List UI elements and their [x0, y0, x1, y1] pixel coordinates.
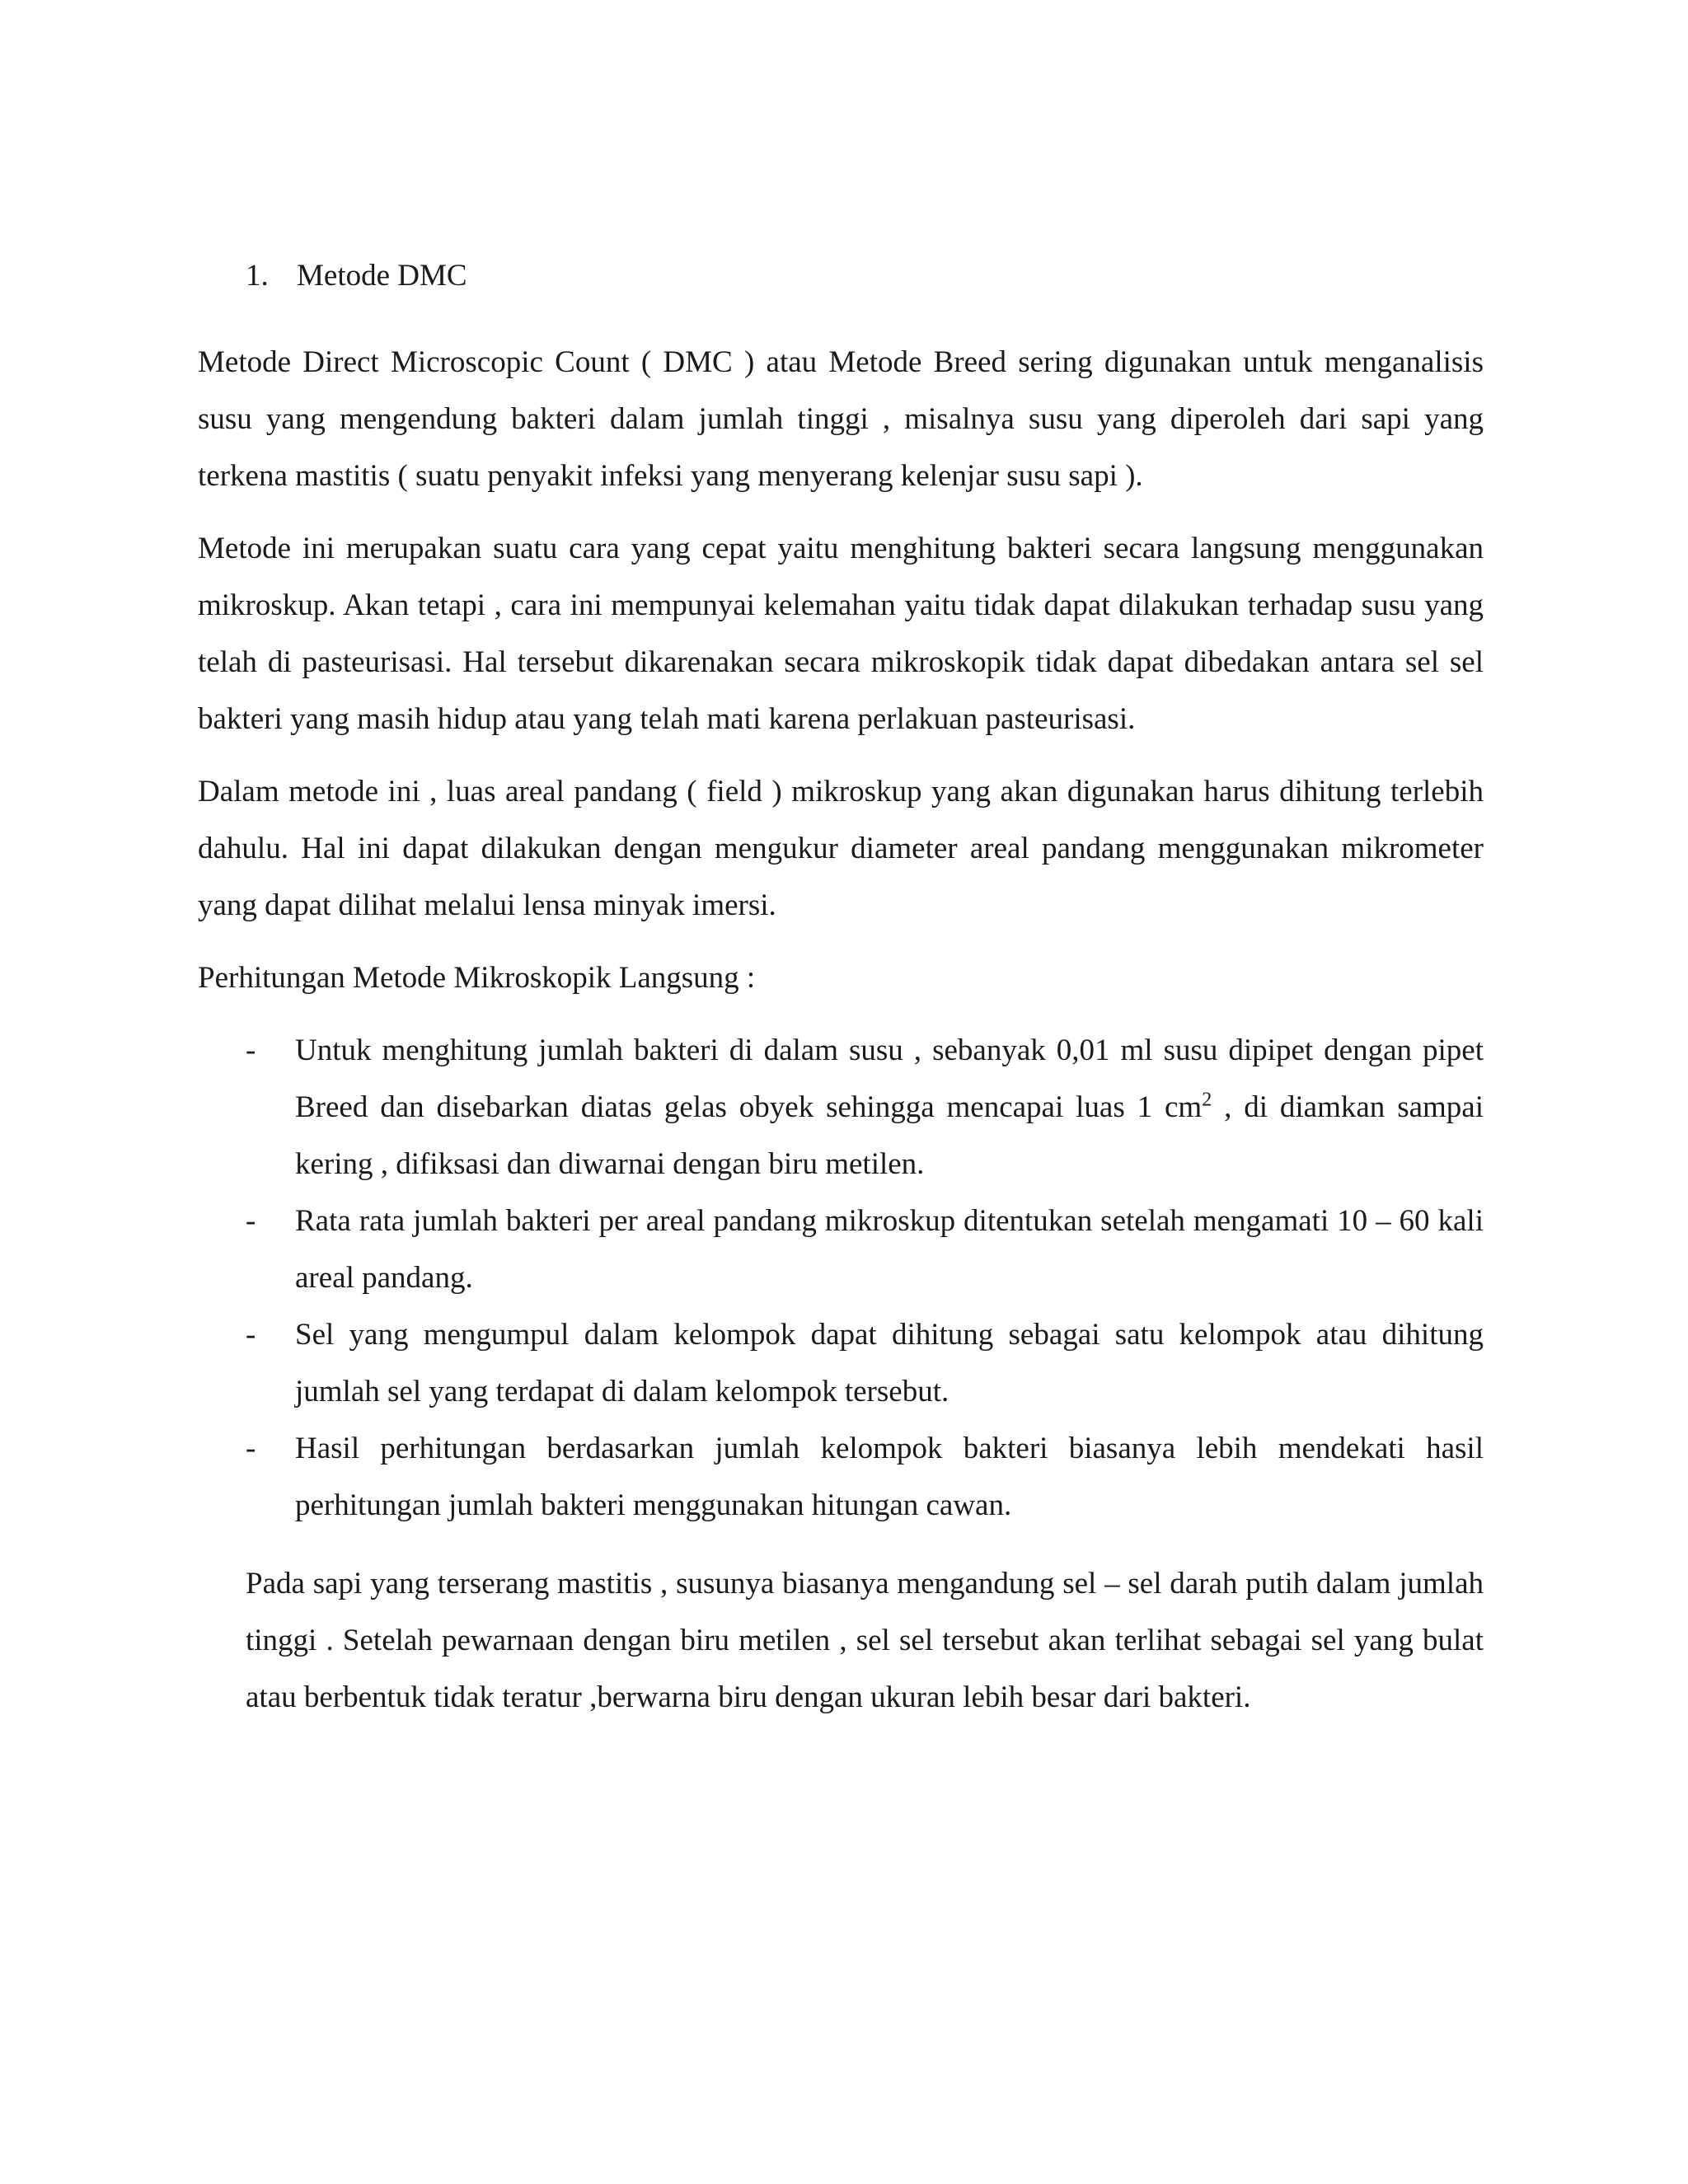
list-item-text: Rata rata jumlah bakteri per areal pandang mikroskup ditentukan setelah mengamati 10 – 60 kali areal pandang.	[295, 1204, 1484, 1295]
section-heading	[246, 247, 1484, 304]
paragraph-intro: Metode Direct Microscopic Count ( DMC ) atau Metode Breed sering digunakan untuk menganalisis susu yang mengendung bakteri dalam jumlah tinggi , misalnya susu yang diperoleh dari sapi yang terkena mastitis ( suatu penyakit infeksi yang menyerang kelenjar susu sapi ).	[198, 345, 1484, 493]
list-item-text: Hasil perhitungan berdasarkan jumlah kelompok bakteri biasanya lebih mendekati hasil perhitungan jumlah bakteri menggunakan hitungan cawan.	[295, 1432, 1484, 1522]
heading-number: 1.	[246, 259, 269, 293]
list-item-text: Sel yang mengumpul dalam kelompok dapat dihitung sebagai satu kelompok atau dihitung jumlah sel yang terdapat di dalam kelompok tersebut.	[295, 1318, 1484, 1408]
paragraph-field-area: Dalam metode ini , luas areal pandang ( field ) mikroskup yang akan digunakan harus dihitung terlebih dahulu. Hal ini dapat dilakukan dengan mengukur diameter areal pandang menggunakan mikrometer yang dapat dilihat melalui lensa minyak imersi.	[198, 775, 1484, 922]
paragraph-method-description: Metode ini merupakan suatu cara yang cepat yaitu menghitung bakteri secara langsung menggunakan mikroskup. Akan tetapi , cara ini mempunyai kelemahan yaitu tidak dapat dilakukan terhadap susu yang telah di pasteurisasi. Hal tersebut dikarenakan secara mikroskopik tidak dapat dibedakan antara sel sel bakteri yang masih hidup atau yang telah mati karena perlakuan pasteurisasi.	[198, 532, 1484, 736]
list-item	[198, 1022, 1484, 1193]
list-item-text-part: Untuk menghitung jumlah bakteri di dalam susu , sebanyak 0,01 ml susu dipipet dengan pipet Breed dan disebarkan diatas gelas obyek sehingga mencapai luas 1 cm	[295, 1033, 1484, 1124]
list-item	[198, 1420, 1484, 1534]
superscript: 2	[1202, 1089, 1212, 1111]
list-bullet: -	[246, 1318, 256, 1352]
heading-title: Metode DMC	[297, 259, 467, 293]
paragraph-mastitis: Pada sapi yang terserang mastitis , susunya biasanya mengandung sel – sel darah putih dalam jumlah tinggi . Setelah pewarnaan dengan biru metilen , sel sel tersebut akan terlihat sebagai sel yang bulat atau berbentuk tidak teratur ,berwarna biru dengan ukuran lebih besar dari bakteri.	[246, 1567, 1484, 1714]
list-bullet: -	[246, 1033, 256, 1067]
list-bullet: -	[246, 1204, 256, 1238]
document-body	[198, 247, 1484, 1741]
list-item-text-part: , di diamkan sampai kering , difiksasi dan diwarnai dengan biru metilen.	[295, 1090, 1484, 1181]
list-bullet: -	[246, 1432, 256, 1465]
list-item	[198, 1306, 1484, 1420]
list-item	[198, 1193, 1484, 1306]
paragraph-calculation-heading: Perhitungan Metode Mikroskopik Langsung :	[198, 961, 756, 995]
list-item-text	[295, 1022, 1484, 1193]
procedure-list	[198, 1022, 1484, 1534]
